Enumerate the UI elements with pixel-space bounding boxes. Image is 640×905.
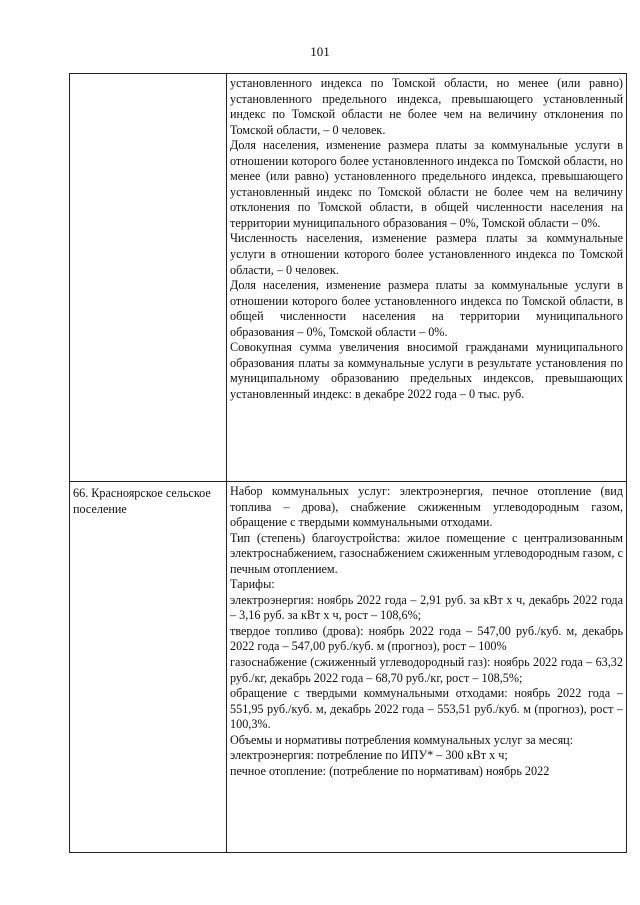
- paragraph: Тарифы:: [230, 577, 275, 592]
- municipality-name: 66. Красноярское сельское поселение: [73, 486, 211, 516]
- paragraph: обращение с твердыми коммунальными отходами: ноябрь 2022 года – 551,95 руб./куб. м, декабрь 2022 года – 553,51 руб./куб. м (прогноз), рост – 100,3%.: [230, 686, 623, 732]
- paragraph: Объемы и нормативы потребления коммунальных услуг за месяц:: [230, 732, 574, 747]
- table-row: [70, 74, 627, 482]
- paragraph: твердое топливо (дрова): ноябрь 2022 года – 547,00 руб./куб. м, декабрь 2022 года – 547,00 руб./куб. м (прогноз), рост – 100%: [230, 623, 623, 654]
- description-cell: [227, 74, 627, 482]
- table-row: [70, 482, 627, 853]
- paragraph: электроэнергия: потребление по ИПУ* – 300 кВт х ч;: [230, 748, 508, 763]
- paragraph: Доля населения, изменение размера платы за коммунальные услуги в отношении которого более установленного индекса по Томской области, но менее (или равно) установленного предельного индекса, превышающего установленный индекс по Томской области не более чем на величину отклонения по Томской области, в общей численности населения на территории муниципального образования – 0%, Томской области – 0%.: [230, 138, 623, 230]
- description-text: [230, 484, 623, 779]
- paragraph: установленного индекса по Томской области, но менее (или равно) установленного предельного индекса, превышающего установленный индекс по Томской области не более чем на величину отклонения по Томской области, – 0 человек.: [230, 76, 623, 137]
- tariff-table: [69, 73, 627, 853]
- municipality-cell: [70, 482, 227, 853]
- paragraph: газоснабжение (сжиженный углеводородный газ): ноябрь 2022 года – 63,32 руб./кг, декабрь 2022 года – 68,70 руб./кг, рост – 108,5%;: [230, 655, 623, 685]
- paragraph: Численность населения, изменение размера платы за коммунальные услуги в отношении которого более установленного индекса по Томской области, – 0 человек.: [230, 231, 623, 277]
- paragraph: Набор коммунальных услуг: электроэнергия, печное отопление (вид топлива – дрова), снабжение сжиженным углеводородным газом, обращение с твердыми коммунальными отходами.: [230, 484, 623, 530]
- paragraph: Доля населения, изменение размера платы за коммунальные услуги в отношении которого более установленного индекса по Томской области, в общей численности населения на территории муниципального образования – 0%, Томской области – 0%.: [230, 278, 623, 339]
- paragraph: печное отопление: (потребление по нормативам) ноябрь 2022: [230, 763, 550, 778]
- paragraph: электроэнергия: ноябрь 2022 года – 2,91 руб. за кВт х ч, декабрь 2022 года – 3,16 руб. за кВт х ч, рост – 108,6%;: [230, 592, 623, 623]
- paragraph: Совокупная сумма увеличения вносимой гражданами муниципального образования платы за коммунальные услуги в результате установления по муниципальному образованию предельных индексов, превышающих установленный индекс: в декабре 2022 года – 0 тыс. руб.: [230, 340, 623, 401]
- description-cell: [227, 482, 627, 853]
- description-text: [230, 76, 623, 402]
- page-number: 101: [310, 44, 330, 59]
- municipality-cell: [70, 74, 227, 482]
- paragraph: Тип (степень) благоустройства: жилое помещение с централизованным электроснабжением, газоснабжением сжиженным углеводородным газом, с печным отоплением.: [230, 530, 623, 576]
